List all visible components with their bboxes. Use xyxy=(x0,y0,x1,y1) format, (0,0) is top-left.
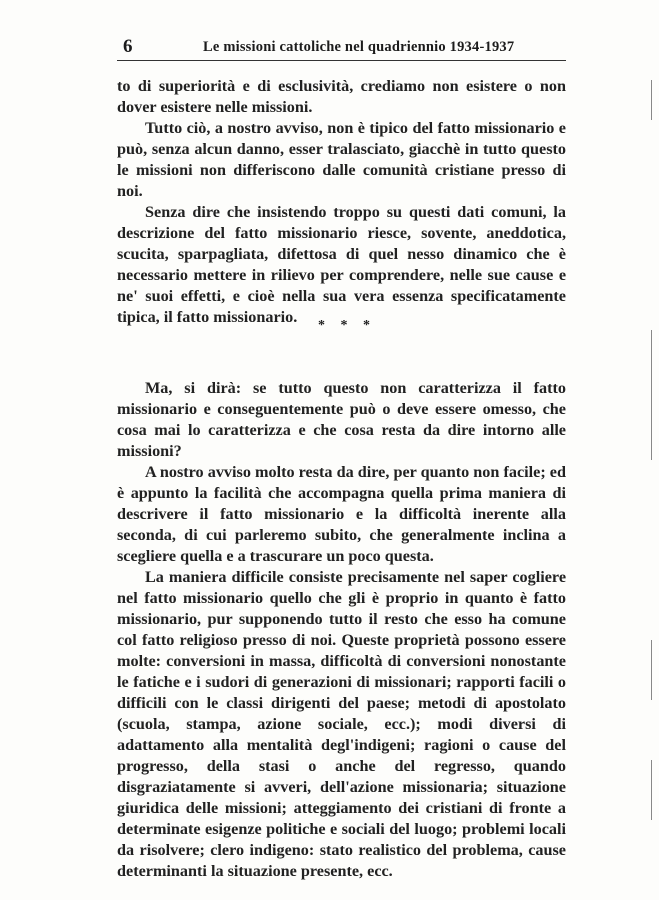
paragraph: Tutto ciò, a nostro avviso, non è tipico del fatto missionario e può, senza alcun danno, esser tralasciato, giacchè in tutto questo le missioni non differiscono dalle comunità cristiane presso di noi. xyxy=(117,119,566,200)
paragraph: Ma, si dirà: se tutto questo non caratterizza il fatto missionario e conseguentemente può o deve essere omesso, che cosa mai lo caratterizza e che cosa resta da dire intorno alle missioni? xyxy=(117,379,566,460)
paragraph: A nostro avviso molto resta da dire, per quanto non facile; ed è appunto la facilità che accompagna quella prima maniera di descrivere il fatto missionario e la difficoltà inerente alla seconda, di cui parleremo subito, che generalmente inclina a scegliere quella e a trascurare un poco questa. xyxy=(117,463,566,565)
page-number: 6 xyxy=(123,36,133,57)
paragraph: Senza dire che insistendo troppo su questi dati comuni, la descrizione del fatto missionario riesce, sovente, aneddotica, scucita, sparpagliata, difettosa di quel nesso dinamico che è necessario mettere in rilievo per comprendere, nelle sue cause e ne' suoi effetti, e cioè nella sua vera essenza specificatamente tipica, il fatto missionario. xyxy=(117,203,566,326)
scan-edge-mark xyxy=(651,80,652,120)
text-block-top xyxy=(117,76,566,328)
page-header xyxy=(117,36,566,61)
paragraph: to di superiorità e di esclusività, crediamo non esistere o non dover esistere nelle missioni. xyxy=(117,77,566,116)
text-block-bottom xyxy=(117,378,566,882)
section-separator: * * * xyxy=(318,318,376,333)
running-title: Le missioni cattoliche nel quadriennio 1934-1937 xyxy=(203,39,515,55)
scan-edge-mark xyxy=(651,760,652,820)
scan-edge-mark xyxy=(651,640,652,700)
paragraph: La maniera difficile consiste precisamente nel saper cogliere nel fatto missionario quello che gli è proprio in quanto è fatto missionario, pur supponendo tutto il resto che esso ha comune col fatto religioso presso di noi. Queste proprietà possono essere molte: conversioni in massa, difficoltà di conversioni nonostante le fatiche e i sudori di generazioni di missionari; rapporti facili o difficili con le classi dirigenti del paese; metodi di apostolato (scuola, stampa, azione sociale, ecc.); modi diversi di adattamento alla mentalità degl'indigeni; ragioni o cause del progresso, della stasi o anche del regresso, quando disgraziatamente si avveri, dell'azione missionaria; situazione giuridica delle missioni; atteggiamento dei cristiani di fronte a determinate esigenze politiche e sociali del luogo; problemi locali da risolvere; clero indigeno: stato realistico del problema, cause determinanti la situazione presente, ecc. xyxy=(117,568,566,880)
scan-edge-mark xyxy=(651,330,652,460)
